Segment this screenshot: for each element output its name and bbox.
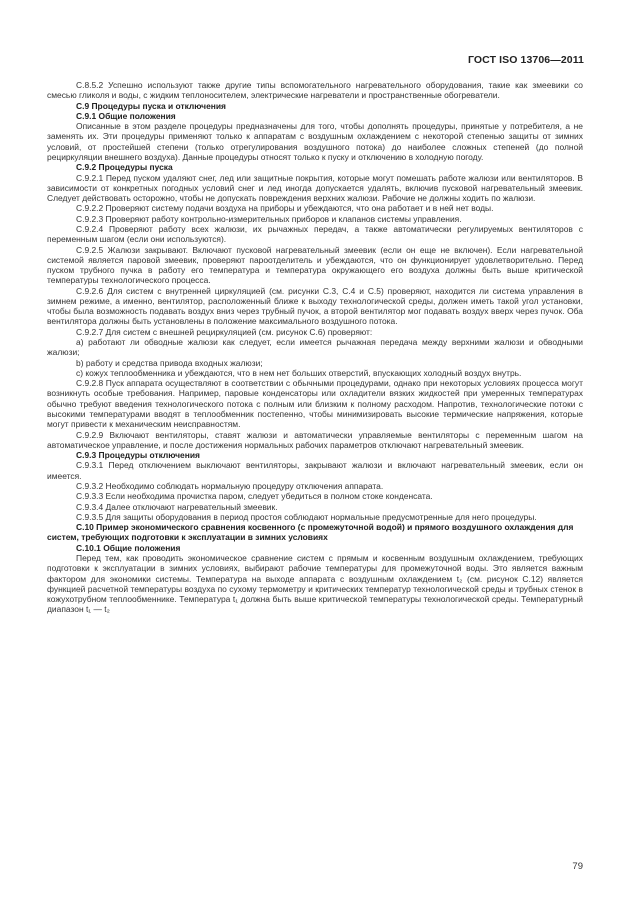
page-number: 79: [572, 861, 583, 872]
section-heading-c9-3: С.9.3 Процедуры отключения: [76, 450, 200, 461]
paragraph-c9-2-2: С.9.2.2 Проверяют систему подачи воздуха на приборы и убеждаются, что она работает и в ней нет воды.: [76, 203, 494, 214]
paragraph-c9-3-4: С.9.3.4 Далее отключают нагревательный змеевик.: [76, 501, 278, 512]
section-heading-c9-1: С.9.1 Общие положения: [76, 110, 176, 121]
paragraph-c9-2-8: С.9.2.8 Пуск аппарата осуществляют в соответствии с обычными процедурами, однако при некоторых условиях процесса могут возникнуть особые требования. Например, паровые конденсаторы или охладители вязких жидкостей при умеренных температурах обычно требуют введения технологического потока с полным или близким к полному расходом. Напротив, технологические потоки с высокими температурами вводят в теплообменник постепенно, чтобы минимизировать высокие термические напряжения, которые могут привести к механическим неисправностям.: [47, 378, 583, 430]
paragraph-c9-3-3: С.9.3.3 Если необходима прочистка паром, следует убедиться в полном стоке конденсата.: [76, 491, 433, 502]
paragraph-c9-2-4: С.9.2.4 Проверяют работу всех жалюзи, их рычажных передач, а также автоматически регулируемых вентиляторов с переменным шагом (если они используются).: [47, 223, 583, 245]
section-heading-c10: С.10 Пример экономического сравнения косвенного (с промежуточной водой) и прямого воздушного охлаждения для систем, требующих подготовки к эксплуатации в зимних условиях: [47, 522, 574, 543]
section-heading-c10-1: С.10.1 Общие положения: [76, 542, 181, 553]
paragraph-c9-2-3: С.9.2.3 Проверяют работу контрольно-измерительных приборов и клапанов системы управления.: [76, 213, 462, 224]
section-heading-c9: С.9 Процедуры пуска и отключения: [76, 100, 226, 111]
document-standard-id: ГОСТ ISO 13706—2011: [467, 54, 584, 66]
paragraph-c9-2-7: С.9.2.7 Для систем с внешней рециркуляцией (см. рисунок С.6) проверяют:: [76, 326, 373, 337]
paragraph-c9-2-1: С.9.2.1 Перед пуском удаляют снег, лед или защитные покрытия, которые могут помешать работе жалюзи или вентиляторов. В зависимости от конкретных погодных условий снег и лед иногда допускается удалять, включив пусковой нагревательный змеевик. Следует действовать осторожно, чтобы не допускать повреждения верхних жалюзи. Рабочие не должны ходить по жалюзи.: [47, 172, 583, 204]
section-heading-c9-2: С.9.2 Процедуры пуска: [76, 162, 173, 173]
paragraph-c9-3-5: С.9.3.5 Для защиты оборудования в период простоя соблюдают нормальные предусмотренные для него процедуры.: [76, 511, 537, 522]
paragraph-c9-1: Описанные в этом разделе процедуры предназначены для того, чтобы дополнять процедуры, принятые у потребителя, а не заменять их. Эти процедуры применяют только к аппаратам с воздушным охлаждением с некоторой степенью защиты от зимних условий, от простейшей степени (только отрегулирования воздушного потока) до наиболее сложных степеней (до полной рециркуляции внешнего воздуха). Данные процедуры относят только к пуску и отключению в холодную погоду.: [47, 121, 583, 162]
paragraph-c9-3-2: С.9.3.2 Необходимо соблюдать нормальную процедуру отключения аппарата.: [76, 480, 384, 491]
paragraph-c8-5-2: С.8.5.2 Успешно используют также другие типы вспомогательного нагревательного оборудования, такие как змеевики со смесью гликоля и воды, с жидким теплоносителем, электрические нагреватели и пространственные обогреватели.: [47, 80, 583, 101]
list-item-a: a) работают ли обводные жалюзи как следует, если имеется рычажная передача между верхними жалюзи и обводными жалюзи;: [47, 337, 583, 358]
page-body: [47, 80, 583, 615]
paragraph-c9-2-6: С.9.2.6 Для систем с внутренней циркуляцией (см. рисунки С.3, С.4 и С.5) проверяют, находится ли система управления в зимнем режиме, а именно, вентилятор, расположенный ближе к выходу технологической среды, должен иметь такой угол установки, чтобы была возможность подавать воздух вниз через трубный пучок, а второй вентилятор мог подавать воздух вверх через пучок. Оба вентилятора должны быть установлены в положение максимального воздушного потока.: [47, 285, 583, 327]
list-item-c: c) кожух теплообменника и убеждаются, что в нем нет больших отверстий, впускающих холодный воздух внутрь.: [76, 367, 522, 378]
list-item-b: b) работу и средства привода входных жалюзи;: [76, 357, 263, 368]
paragraph-c9-2-5: С.9.2.5 Жалюзи закрывают. Включают пусковой нагревательный змеевик (если он еще не включен). Если нагревательной системой является паровой змеевик, проверяют пароотделитель и убеждаются, что он функционирует удовлетворительно. Перед пуском трубного пучка в работу его температура и температура окружающего его воздуха должны быть выше критической температуры технологического процесса.: [47, 244, 583, 286]
paragraph-c9-2-9: С.9.2.9 Включают вентиляторы, ставят жалюзи и автоматически управляемые вентиляторы с переменным шагом на автоматическое управление, и после достижения нормальных рабочих параметров отключают нагревательный змеевик.: [47, 429, 583, 450]
paragraph-c10-1: Перед тем, как проводить экономическое сравнение систем с прямым и косвенным воздушным охлаждением, требующих подготовки к эксплуатации в зимних условиях, выбирают рабочие температуры для промежуточной воды. Это является важным фактором для экономики системы. Температура на выходе аппарата с воздушным охлаждением t₂ (см. рисунок С.12) является функцией расчетной температуры воздуха по сухому термометру и критических температур технологической среды и трубных стенок в кожухотрубном теплообменнике. Температура t₁ должна быть выше критической температуры технологической среды. Температурный диапазон t₁ — t₂: [47, 552, 583, 615]
paragraph-c9-3-1: С.9.3.1 Перед отключением выключают вентиляторы, закрывают жалюзи и включают нагревательный змеевик, если он имеется.: [47, 460, 583, 481]
